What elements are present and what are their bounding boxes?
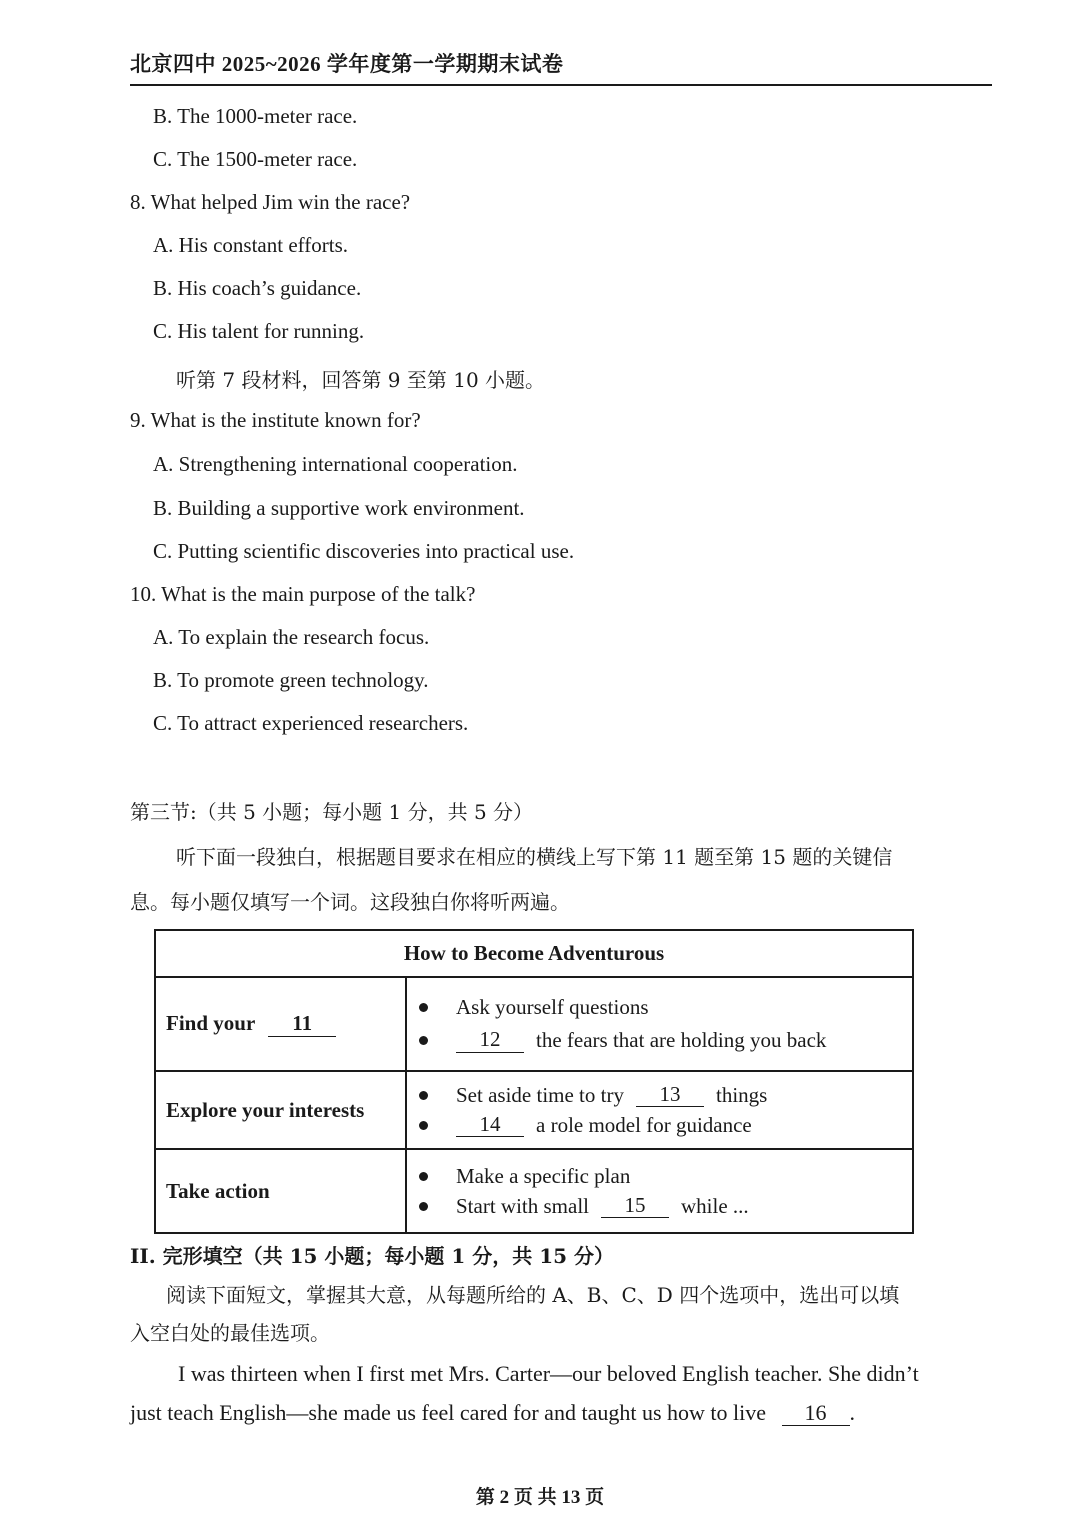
row-label: Explore your interests: [155, 1071, 406, 1149]
q9-option-b: B. Building a supportive work environment.: [153, 496, 525, 520]
q10-option-c: C. To attract experienced researchers.: [153, 711, 469, 735]
table-title: How to Become Adventurous: [155, 930, 913, 977]
bullet-text: Make a specific plan: [456, 1163, 631, 1188]
table-row: [155, 1149, 913, 1233]
blank-13[interactable]: 13: [636, 1083, 704, 1107]
bullet-icon: [419, 1091, 428, 1100]
bullet-text: things: [715, 1082, 768, 1107]
adventure-table: [154, 929, 914, 1234]
part2-title: II. 完形填空（共 15 小题；每小题 1 分，共 15 分）: [130, 1244, 614, 1268]
bullet-icon: [419, 1172, 428, 1181]
q10-option-a: A. To explain the research focus.: [153, 625, 430, 649]
passage-period: .: [849, 1400, 855, 1425]
q8-stem: 8. What helped Jim win the race?: [130, 190, 411, 214]
blank-14[interactable]: 14: [456, 1113, 524, 1137]
q10-stem: 10. What is the main purpose of the talk?: [130, 582, 476, 606]
q9-option-a: A. Strengthening international cooperation.: [153, 452, 518, 476]
section3-title: 第三节:（共 5 小题；每小题 1 分，共 5 分）: [130, 800, 534, 824]
page-header: 北京四中 2025~2026 学年度第一学期期末试卷: [130, 48, 992, 86]
q7-option-b: B. The 1000-meter race.: [153, 104, 358, 128]
label-text: Find your: [166, 1011, 255, 1036]
segment7-instruction: 听第 7 段材料，回答第 9 至第 10 小题。: [176, 368, 546, 392]
bullet-text: the fears that are holding you back: [536, 1028, 827, 1052]
section3-instruction-2: 息。每小题仅填写一个词。这段独白你将听两遍。: [130, 890, 570, 914]
table-row: [155, 1071, 913, 1149]
part2-instruction-1: 阅读下面短文，掌握其大意，从每题所给的 A、B、C、D 四个选项中，选出可以填: [166, 1283, 900, 1307]
bullet-icon: [419, 1003, 428, 1012]
row-content: [406, 1149, 913, 1233]
passage-line-1: I was thirteen when I first met Mrs. Carter—our beloved English teacher. She didn’t: [178, 1361, 919, 1386]
row-label: Take action: [155, 1149, 406, 1233]
part2-instruction-2: 入空白处的最佳选项。: [130, 1321, 330, 1345]
blank-16[interactable]: 16: [782, 1401, 850, 1426]
row-content: [406, 977, 913, 1071]
q8-option-c: C. His talent for running.: [153, 319, 365, 343]
bullet-text-pre: Start with small: [456, 1193, 589, 1218]
bullet-icon: [419, 1036, 428, 1045]
q10-option-b: B. To promote green technology.: [153, 668, 429, 692]
q9-option-c: C. Putting scientific discoveries into practical use.: [153, 539, 575, 563]
bullet-text-pre: Set aside time to try: [456, 1082, 624, 1107]
table-row: [155, 977, 913, 1071]
bullet-text: while ...: [681, 1193, 749, 1218]
bullet-text: Ask yourself questions: [456, 995, 649, 1019]
blank-11[interactable]: 11: [268, 1012, 336, 1036]
bullet-icon: [419, 1202, 428, 1211]
q7-option-c: C. The 1500-meter race.: [153, 147, 358, 171]
row-label: [155, 977, 406, 1071]
section3-instruction-1: 听下面一段独白，根据题目要求在相应的横线上写下第 11 题至第 15 题的关键信: [176, 845, 893, 869]
q8-option-a: A. His constant efforts.: [153, 233, 348, 257]
bullet-text: a role model for guidance: [536, 1112, 752, 1137]
blank-12[interactable]: 12: [456, 1028, 524, 1052]
passage-line-2: [130, 1400, 855, 1426]
passage-text: just teach English—she made us feel cared for and taught us how to live: [130, 1400, 766, 1425]
q8-option-b: B. His coach’s guidance.: [153, 276, 362, 300]
q9-stem: 9. What is the institute known for?: [130, 408, 421, 432]
blank-15[interactable]: 15: [601, 1194, 669, 1218]
page-footer: 第 2 页 共 13 页: [475, 1487, 605, 1508]
row-content: [406, 1071, 913, 1149]
bullet-icon: [419, 1121, 428, 1130]
